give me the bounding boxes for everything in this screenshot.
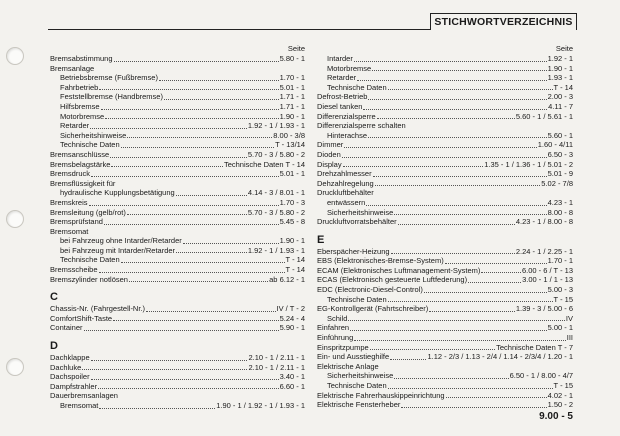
entry-term: Bremsomat xyxy=(60,401,99,410)
entry-term: hydraulische Kupplungsbetätigung xyxy=(60,188,175,198)
entry-page-ref: 4.23 - 1 / 8.00 - 8 xyxy=(515,217,573,227)
index-entry xyxy=(50,198,305,208)
entry-page-ref: 3.40 - 1 xyxy=(279,372,305,382)
entry-page-ref: 1.50 - 2 xyxy=(547,400,573,410)
entry-term: Technische Daten xyxy=(60,140,120,150)
entry-page-ref: T - 14 xyxy=(285,265,305,275)
index-entry xyxy=(50,236,305,246)
dot-leader xyxy=(127,131,272,139)
entry-term: Einführung xyxy=(317,333,354,343)
entry-term: Bremsdruck xyxy=(50,169,91,179)
entry-page-ref: 1.70 - 1 xyxy=(279,73,305,83)
dot-leader xyxy=(342,150,547,158)
entry-term: Ein- und Ausstieghilfe xyxy=(317,352,390,362)
entry-page-ref: 1.70 - 3 xyxy=(279,197,305,207)
entry-term: Hilfsbremse xyxy=(60,101,100,111)
entry-term: Motorbremse xyxy=(60,111,105,121)
dot-leader xyxy=(99,265,285,273)
entry-page-ref: 4.23 - 1 xyxy=(547,197,573,207)
index-group-heading: Bremsanlage xyxy=(50,63,95,73)
entry-term: Feststellbremse (Handbremse) xyxy=(60,92,163,102)
entry-page-ref: 1.92 - 1 xyxy=(547,54,573,63)
dot-leader xyxy=(394,208,546,216)
punch-hole xyxy=(6,47,24,65)
dot-leader xyxy=(373,169,547,177)
index-group-heading: Dauerbremsanlagen xyxy=(50,391,118,401)
index-entry xyxy=(50,246,305,256)
entry-page-ref: Technische Daten T - 14 xyxy=(223,159,305,169)
dot-leader xyxy=(445,256,547,264)
dot-leader xyxy=(344,140,536,148)
entry-term: Sicherheitshinweise xyxy=(327,207,394,217)
entry-page-ref: 8.00 - 3/8 xyxy=(273,130,305,140)
entry-term: EG-Kontrollgerät (Fahrtschreiber) xyxy=(317,304,429,314)
index-entry xyxy=(317,198,573,208)
dot-leader xyxy=(176,246,247,254)
entry-page-ref: 5.01 - 1 xyxy=(279,169,305,179)
dot-leader xyxy=(368,131,547,139)
dot-leader xyxy=(121,140,274,148)
entry-page-ref: 1.71 - 1 xyxy=(279,101,305,111)
index-entry xyxy=(317,73,573,83)
entry-term: Bremsleitung (gelb/rot) xyxy=(50,207,126,217)
dot-leader xyxy=(446,391,547,399)
entry-page-ref: 5.00 - 3 xyxy=(547,285,573,295)
dot-leader xyxy=(129,275,268,283)
dot-leader xyxy=(111,160,223,168)
index-entry xyxy=(317,371,573,381)
entry-page-ref: 4.14 - 3 / 8.01 - 1 xyxy=(247,188,305,198)
index-entry xyxy=(317,92,573,102)
entry-term: Drehzahlmesser xyxy=(317,169,372,179)
dot-leader xyxy=(183,236,279,244)
section-letter: D xyxy=(50,340,58,353)
entry-page-ref: 5.80 - 1 xyxy=(279,54,305,63)
entry-term: Bremskreis xyxy=(50,197,88,207)
entry-page-ref: 1.92 - 1 / 1.93 - 1 xyxy=(247,121,305,131)
index-entry xyxy=(50,401,305,411)
index-group-heading: Differenzialsperre schalten xyxy=(317,121,406,131)
entry-term: Sicherheitshinweise xyxy=(327,371,394,381)
entry-page-ref: T - 14 xyxy=(285,255,305,265)
section-letter: E xyxy=(317,233,325,246)
index-entry xyxy=(50,54,305,64)
entry-term: Elektrische Fahrerhauskippeinrichtung xyxy=(317,390,445,400)
index-entry xyxy=(317,64,573,74)
index-entry xyxy=(50,255,305,265)
entry-term: Schild xyxy=(327,313,348,323)
entry-page-ref: 5.60 - 1 / 5.61 - 1 xyxy=(515,111,573,121)
entry-page-ref: 5.90 - 1 xyxy=(279,323,305,333)
entry-term: Dachspoiler xyxy=(50,372,90,382)
dot-leader xyxy=(366,198,546,206)
entry-term: Dampfstrahler xyxy=(50,381,98,391)
punch-hole xyxy=(6,358,24,376)
dot-leader xyxy=(114,54,279,62)
dot-leader xyxy=(348,314,564,322)
entry-page-ref: 1.92 - 1 / 1.93 - 1 xyxy=(247,245,305,255)
entry-page-ref: 1.90 - 1 xyxy=(279,111,305,121)
dot-leader xyxy=(350,323,546,331)
dot-leader xyxy=(176,188,247,196)
dot-leader xyxy=(91,169,279,177)
dot-leader xyxy=(401,400,546,408)
dot-leader xyxy=(357,73,546,81)
entry-page-ref: 6.00 - 6 / T - 13 xyxy=(521,265,573,275)
entry-page-ref: III xyxy=(566,333,573,343)
entry-page-ref: 5.24 - 4 xyxy=(279,313,305,323)
entry-term: Diesel tanken xyxy=(317,101,363,111)
punch-hole xyxy=(6,210,24,228)
dot-leader xyxy=(110,150,247,158)
dot-leader xyxy=(377,112,515,120)
index-group-heading: Druckluftbehälter xyxy=(317,188,374,198)
entry-page-ref: 4.11 - 7 xyxy=(548,101,573,111)
entry-page-ref: 1.90 - 1 xyxy=(279,236,305,246)
entry-page-ref: 2.10 - 1 / 2.11 - 1 xyxy=(248,353,305,363)
entry-term: Technische Daten xyxy=(327,294,387,304)
entry-page-ref: Technische Daten T - 7 xyxy=(496,342,573,352)
index-entry xyxy=(317,266,573,276)
entry-term: Bremsbelagstärke xyxy=(50,159,111,169)
dot-leader xyxy=(363,102,547,110)
index-group-heading: Bremsomat xyxy=(50,226,89,236)
entry-term: Druckluftvorratsbehälter xyxy=(317,217,397,227)
index-entry xyxy=(50,275,305,285)
dot-leader xyxy=(89,198,279,206)
entry-term: Technische Daten xyxy=(327,381,387,390)
index-entry xyxy=(50,121,305,131)
index-entry xyxy=(317,381,573,391)
dot-leader xyxy=(354,333,565,341)
entry-page-ref: 6.50 - 1 / 8.00 - 4/7 xyxy=(509,371,573,381)
entry-term: Dioden xyxy=(317,149,341,159)
entry-term: Motorbremse xyxy=(327,63,372,73)
index-entry xyxy=(50,150,305,160)
entry-page-ref: 1.12 - 2/3 / 1.13 - 2/4 / 1.14 - 2/3/4 / 1.20 - 1 xyxy=(427,352,573,362)
index-entry xyxy=(317,150,573,160)
entry-term: Fahrbetrieb xyxy=(60,82,99,92)
dot-leader xyxy=(375,179,541,187)
index-entry xyxy=(317,314,573,324)
entry-page-ref: T - 13/14 xyxy=(275,140,305,150)
entry-page-ref: T - 15 xyxy=(553,381,573,390)
entry-page-ref: 1.90 - 1 / 1.92 - 1 / 1.93 - 1 xyxy=(216,401,305,410)
dot-leader xyxy=(127,208,247,216)
index-entry xyxy=(317,179,573,189)
dot-leader xyxy=(98,382,278,390)
entry-page-ref: ab 6.12 - 1 xyxy=(269,274,305,284)
entry-page-ref: 3.00 - 1 / 1 - 13 xyxy=(522,275,573,285)
entry-term: Differenzialsperre xyxy=(317,111,376,121)
dot-leader xyxy=(104,217,279,225)
index-entry xyxy=(317,391,573,401)
dot-leader xyxy=(368,92,546,100)
index-entry xyxy=(50,304,305,314)
entry-term: Dehzahlregelung xyxy=(317,178,374,188)
entry-term: Intarder xyxy=(327,54,353,63)
entry-page-ref: 8.00 - 8 xyxy=(547,207,573,217)
dot-leader xyxy=(468,275,521,283)
entry-term: Einspritzpumpe xyxy=(317,342,369,352)
dot-leader xyxy=(424,285,547,293)
entry-term: ComfortShift-Taste xyxy=(50,313,113,323)
dot-leader xyxy=(370,343,495,351)
entry-term: Bremsprüfstand xyxy=(50,217,103,227)
entry-term: Display xyxy=(317,159,342,169)
entry-page-ref: 5.70 - 3 / 5.80 - 2 xyxy=(247,207,305,217)
entry-term: Technische Daten xyxy=(60,255,120,265)
entry-page-ref: 6.60 - 1 xyxy=(279,381,305,391)
index-entry xyxy=(317,323,573,333)
index-entry xyxy=(317,352,573,362)
dot-leader xyxy=(82,363,247,371)
dot-leader xyxy=(146,304,275,312)
seite-heading: Seite xyxy=(287,44,305,53)
entry-page-ref: 2.24 - 1 / 2.25 - 1 xyxy=(515,246,573,256)
dot-leader xyxy=(159,73,279,81)
dot-leader xyxy=(372,64,546,72)
index-entry xyxy=(317,160,573,170)
index-entry xyxy=(317,247,573,257)
entry-term: Technische Daten xyxy=(327,82,387,92)
entry-page-ref: 1.93 - 1 xyxy=(547,73,573,83)
entry-term: ECAM (Elektronisches Luftmanagement-System) xyxy=(317,265,481,275)
entry-term: Dimmer xyxy=(317,140,344,150)
dot-leader xyxy=(481,266,521,274)
entry-page-ref: 4.02 - 1 xyxy=(547,390,573,400)
index-group-heading: Elektrische Anlage xyxy=(317,361,379,371)
entry-term: Container xyxy=(50,323,83,333)
index-entry xyxy=(50,382,305,392)
index-entry xyxy=(50,323,305,333)
entry-term: Elektrische Fensterheber xyxy=(317,400,401,410)
index-column-right xyxy=(317,44,573,410)
entry-term: Bremsanschlüsse xyxy=(50,149,110,159)
entry-term: Einfahren xyxy=(317,323,350,333)
entry-term: Hinterachse xyxy=(327,130,368,140)
index-entry xyxy=(50,314,305,324)
entry-term: entwässern xyxy=(327,197,366,207)
index-entry xyxy=(317,256,573,266)
index-entry xyxy=(50,160,305,170)
index-entry xyxy=(317,295,573,305)
entry-page-ref: 1.90 - 1 xyxy=(547,63,573,73)
dot-leader xyxy=(105,112,278,120)
entry-term: Sicherheitshinweise xyxy=(60,130,127,140)
index-entry xyxy=(317,112,573,122)
entry-page-ref: 1.35 - 1 / 1.36 - 1 / 5.01 - 2 xyxy=(484,159,573,169)
index-entry xyxy=(317,169,573,179)
entry-term: Bremsscheibe xyxy=(50,265,98,275)
entry-page-ref: 5.01 - 1 xyxy=(279,82,305,92)
index-entry xyxy=(50,188,305,198)
entry-page-ref: 5.45 - 8 xyxy=(279,217,305,227)
index-entry xyxy=(317,304,573,314)
index-entry xyxy=(317,217,573,227)
entry-page-ref: 5.60 - 1 xyxy=(547,130,573,140)
entry-term: Chassis-Nr. (Fahrgestell-Nr.) xyxy=(50,304,146,314)
seite-heading: Seite xyxy=(555,44,573,53)
entry-page-ref: 5.00 - 1 xyxy=(547,323,573,333)
dot-leader xyxy=(390,352,426,360)
entry-term: bei Fahrzeug mit Intarder/Retarder xyxy=(60,245,176,255)
section-letter: C xyxy=(50,291,58,304)
entry-term: Retarder xyxy=(327,73,357,83)
page-number: 9.00 - 5 xyxy=(539,411,573,422)
index-entry xyxy=(317,275,573,285)
dot-leader xyxy=(391,247,515,255)
index-entry xyxy=(317,102,573,112)
entry-page-ref: IV xyxy=(565,313,573,323)
dot-leader xyxy=(164,92,279,100)
dot-leader xyxy=(388,381,553,389)
dot-leader xyxy=(101,102,279,110)
entry-page-ref: 1.71 - 1 xyxy=(279,92,305,102)
dot-leader xyxy=(99,401,215,409)
dot-leader xyxy=(398,217,515,225)
index-entry xyxy=(50,169,305,179)
entry-page-ref: 5.02 - 7/8 xyxy=(541,178,573,188)
page-title: STICHWORTVERZEICHNIS xyxy=(430,13,577,30)
entry-page-ref: IV / T - 2 xyxy=(276,304,305,314)
index-entry xyxy=(317,285,573,295)
index-entry xyxy=(50,140,305,150)
dot-leader xyxy=(84,323,279,331)
entry-term: bei Fahrzeug ohne Intarder/Retarder xyxy=(60,236,182,246)
dot-leader xyxy=(388,295,553,303)
entry-term: EDC (Electronic-Diesel-Control) xyxy=(317,285,423,295)
entry-term: Defrost-Betrieb xyxy=(317,92,368,102)
index-column-left xyxy=(50,44,305,411)
entry-term: Betriebsbremse (Fußbremse) xyxy=(60,73,158,83)
index-entry xyxy=(50,208,305,218)
entry-page-ref: 2.00 - 3 xyxy=(547,92,573,102)
entry-page-ref: 1.60 - 4/11 xyxy=(537,140,573,150)
index-entry xyxy=(317,131,573,141)
index-entry xyxy=(317,83,573,93)
dot-leader xyxy=(121,255,285,263)
index-entry xyxy=(50,102,305,112)
dot-leader xyxy=(388,83,553,91)
entry-page-ref: T - 14 xyxy=(553,82,573,92)
entry-term: Dachklappe xyxy=(50,353,90,363)
entry-term: Bremszylinder notlösen xyxy=(50,274,128,284)
index-entry xyxy=(50,353,305,363)
entry-page-ref: T - 15 xyxy=(553,294,573,304)
index-group-heading: Bremsflüssigkeit für xyxy=(50,178,116,188)
entry-page-ref: 1.70 - 1 xyxy=(547,256,573,266)
entry-page-ref: 6.50 - 3 xyxy=(547,149,573,159)
dot-leader xyxy=(113,314,278,322)
entry-page-ref: 5.01 - 9 xyxy=(547,169,573,179)
dot-leader xyxy=(394,371,508,379)
dot-leader xyxy=(343,160,484,168)
index-entry xyxy=(50,265,305,275)
entry-term: ECAS (Elektronisch gesteuerte Luftfederung) xyxy=(317,275,468,285)
index-entry xyxy=(50,92,305,102)
dot-leader xyxy=(91,372,279,380)
dot-leader xyxy=(429,304,515,312)
index-entry xyxy=(50,131,305,141)
entry-term: Retarder xyxy=(60,121,90,131)
dot-leader xyxy=(90,121,247,129)
entry-term: Eberspächer-Heizung xyxy=(317,246,390,256)
entry-term: EBS (Elektronisches-Bremse-System) xyxy=(317,256,444,266)
entry-page-ref: 5.70 - 3 / 5.80 - 2 xyxy=(247,149,305,159)
index-entry xyxy=(50,363,305,373)
index-entry xyxy=(50,73,305,83)
index-entry xyxy=(317,54,573,64)
entry-page-ref: 2.10 - 1 / 2.11 - 1 xyxy=(248,362,305,372)
index-entry xyxy=(50,112,305,122)
index-entry xyxy=(50,83,305,93)
index-entry xyxy=(317,343,573,353)
entry-term: Bremsabstimmung xyxy=(50,54,113,63)
index-entry xyxy=(317,333,573,343)
index-entry xyxy=(50,372,305,382)
dot-leader xyxy=(99,83,278,91)
index-entry xyxy=(317,208,573,218)
index-entry xyxy=(317,400,573,410)
index-entry xyxy=(317,140,573,150)
dot-leader xyxy=(91,353,248,361)
entry-page-ref: 1.39 - 3 / 5.00 - 6 xyxy=(515,304,573,314)
entry-term: Dachluke xyxy=(50,362,82,372)
dot-leader xyxy=(354,54,547,62)
index-entry xyxy=(50,217,305,227)
